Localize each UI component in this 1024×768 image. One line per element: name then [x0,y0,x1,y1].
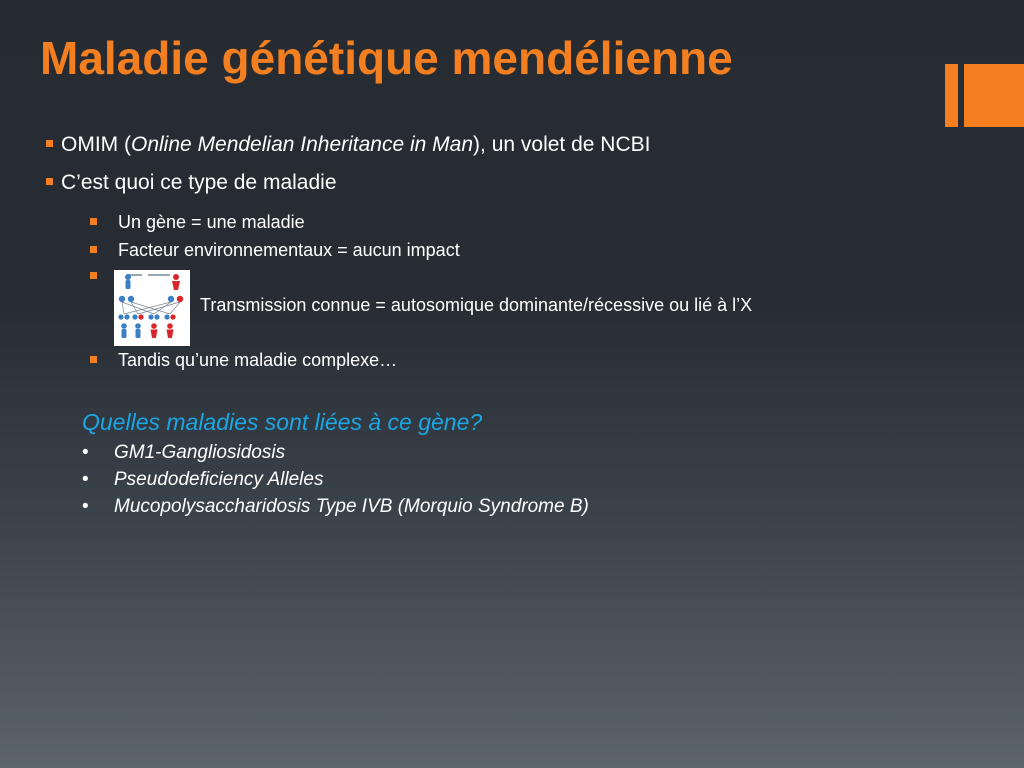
bullet-omim [46,132,650,158]
disease-bullet: • [82,469,89,490]
sub-bullet-one-gene [90,211,305,233]
disease-name: GM1-Gangliosidosis [114,442,286,463]
sub-bullet-marker [90,356,97,363]
omim-prefix: OMIM ( [61,133,131,156]
disease-bullet: • [82,442,89,463]
sub-bullet-marker [90,218,97,225]
disease-item [82,468,323,492]
sub-bullet-environment [90,239,460,261]
bullet-disease-type [46,170,337,196]
disease-bullet: • [82,496,89,517]
sub-bullet-text: Un gène = une maladie [118,212,305,232]
logo-bar-wide [964,64,1024,127]
bullet-marker [46,140,53,147]
bullet-marker [46,178,53,185]
disease-item [82,441,285,465]
disease-item [82,495,589,519]
sub-bullet-complex [90,349,397,371]
sub-bullet-text: Facteur environnementaux = aucun impact [118,240,460,260]
corner-logo [945,64,1024,127]
disease-type-text: C’est quoi ce type de maladie [61,171,337,194]
sub-bullet-text: Tandis qu’une maladie complexe… [118,350,398,370]
slide-title: Maladie génétique mendélienne [40,32,733,84]
logo-bar-thin [945,64,958,127]
pedigree-svg [114,270,190,346]
disease-name: Mucopolysaccharidosis Type IVB (Morquio Syndrome B) [114,496,589,517]
sub-bullet-transmission: Transmission connue = autosomique dominante/récessive ou lié à l’X [200,295,753,315]
sub-bullet-marker [90,246,97,253]
question-heading: Quelles maladies sont liées à ce gène? [82,409,483,435]
sub-bullet-marker [90,272,97,279]
omim-suffix: ), un volet de NCBI [473,133,651,156]
pedigree-chart-icon [114,270,190,346]
omim-expansion: Online Mendelian Inheritance in Man [130,133,474,156]
disease-name: Pseudodeficiency Alleles [114,469,324,490]
